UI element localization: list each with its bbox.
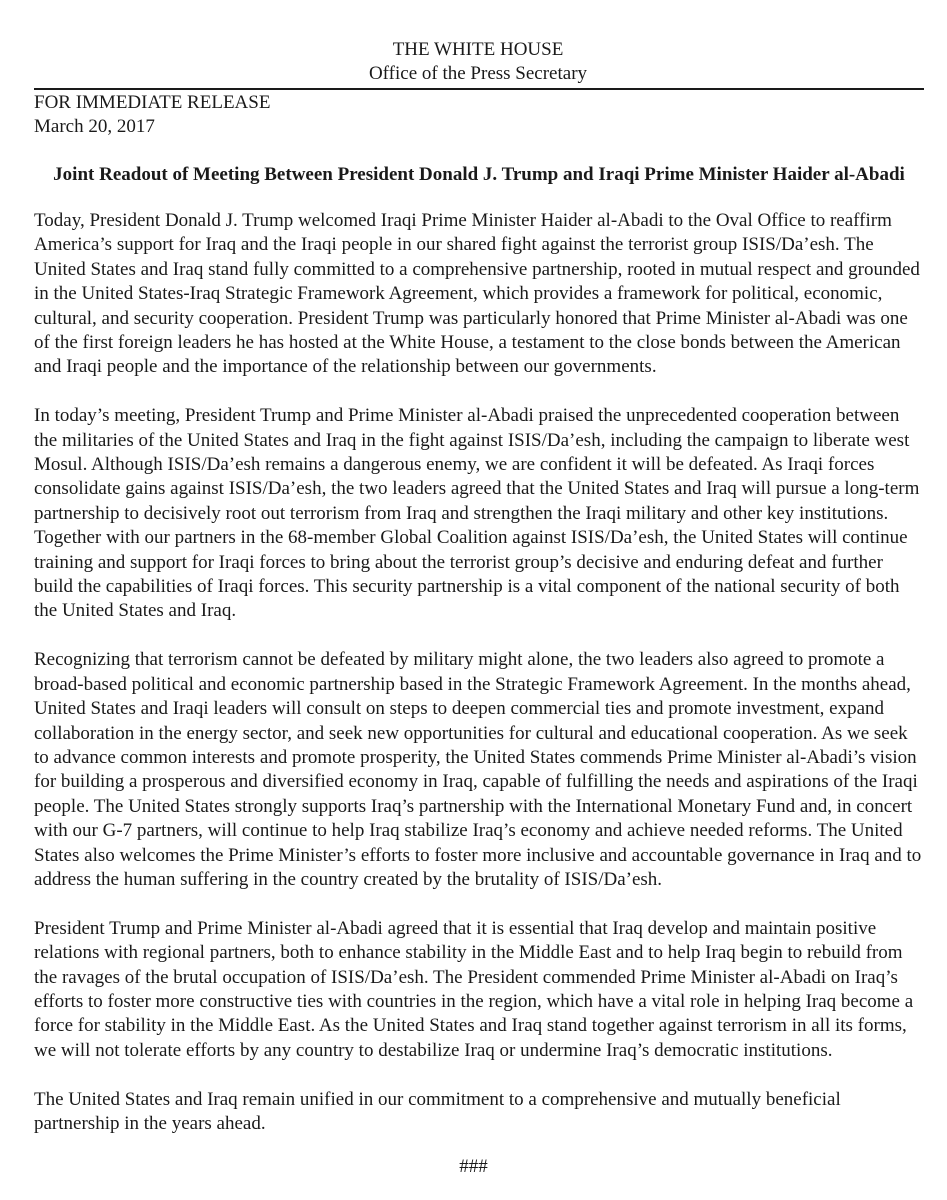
letterhead-org: THE WHITE HOUSE xyxy=(392,39,564,60)
document-title: Joint Readout of Meeting Between President Donald J. Trump and Iraqi Prime Minister Haider al-Abadi xyxy=(53,164,905,185)
letterhead xyxy=(0,38,947,86)
body-paragraph: Today, President Donald J. Trump welcomed Iraqi Prime Minister Haider al-Abadi to the Oval Office to reaffirm America’s support for Iraq and the Iraqi people in our shared fight against the terrorist group ISIS/Da’esh. The United States and Iraq stand fully committed to a comprehensive partnership, rooted in mutual respect and grounded in the United States-Iraq Strategic Framework Agreement, which provides a framework for political, economic, cultural, and security cooperation. President Trump was particularly honored that Prime Minister al-Abadi was one of the first foreign leaders he has hosted at the White House, a testament to the close bonds between the American and Iraqi people and the importance of the relationship between our governments. xyxy=(34,210,920,378)
body-paragraph: President Trump and Prime Minister al-Abadi agreed that it is essential that Iraq develop and maintain positive relations with regional partners, both to enhance stability in the Middle East and to help Iraq begin to rebuild from the ravages of the brutal occupation of ISIS/Da’esh. The President commended Prime Minister al-Abadi on Iraq’s efforts to foster more constructive ties with countries in the region, which have a vital role in helping Iraq become a force for stability in the Middle East. As the United States and Iraq stand together against terrorism in all its forms, we will not tolerate efforts by any country to destabilize Iraq or undermine Iraq’s democratic institutions. xyxy=(34,917,914,1061)
release-info xyxy=(34,91,270,139)
letterhead-office: Office of the Press Secretary xyxy=(368,63,588,84)
end-mark: ### xyxy=(459,1156,488,1177)
body-paragraph: In today’s meeting, President Trump and Prime Minister al-Abadi praised the unprecedented cooperation between the militaries of the United States and Iraq in the fight against ISIS/Da’esh, including the campaign to liberate west Mosul. Although ISIS/Da’esh remains a dangerous enemy, we are confident it will be defeated. As Iraqi forces consolidate gains against ISIS/Da’esh, the two leaders agreed that the United States and Iraq will pursue a long-term partnership to decisively root out terrorism from Iraq and strengthen the Iraqi military and other key institutions. Together with our partners in the 68-member Global Coalition against ISIS/Da’esh, the United States will continue training and support for Iraqi forces to bring about the terrorist group’s decisive and enduring defeat and further build the capabilities of Iraqi forces. This security partnership is a vital component of the national security of both the United States and Iraq. xyxy=(34,405,920,622)
release-label: FOR IMMEDIATE RELEASE xyxy=(34,92,271,113)
document-body xyxy=(34,209,924,1161)
body-paragraph: The United States and Iraq remain unified in our commitment to a comprehensive and mutually beneficial partnership in the years ahead. xyxy=(34,1088,841,1134)
release-date: March 20, 2017 xyxy=(34,116,155,137)
body-paragraph: Recognizing that terrorism cannot be defeated by military might alone, the two leaders also agreed to promote a broad-based political and economic partnership based in the Strategic Framework Agreement. In the months ahead, United States and Iraqi leaders will consult on steps to deepen commercial ties and promote investment, expand collaboration in the energy sector, and seek new opportunities for cultural and educational cooperation. As we seek to advance common interests and promote prosperity, the United States commends Prime Minister al-Abadi’s vision for building a prosperous and diversified economy in Iraq, capable of fulfilling the needs and aspirations of the Iraqi people. The United States strongly supports Iraq’s partnership with the International Monetary Fund and, in concert with our G-7 partners, will continue to help Iraq stabilize Iraq’s economy and achieve needed reforms. The United States also welcomes the Prime Minister’s efforts to foster more inclusive and accountable governance in Iraq and to address the human suffering in the country created by the brutality of ISIS/Da’esh. xyxy=(34,649,922,890)
header-divider xyxy=(34,88,924,90)
